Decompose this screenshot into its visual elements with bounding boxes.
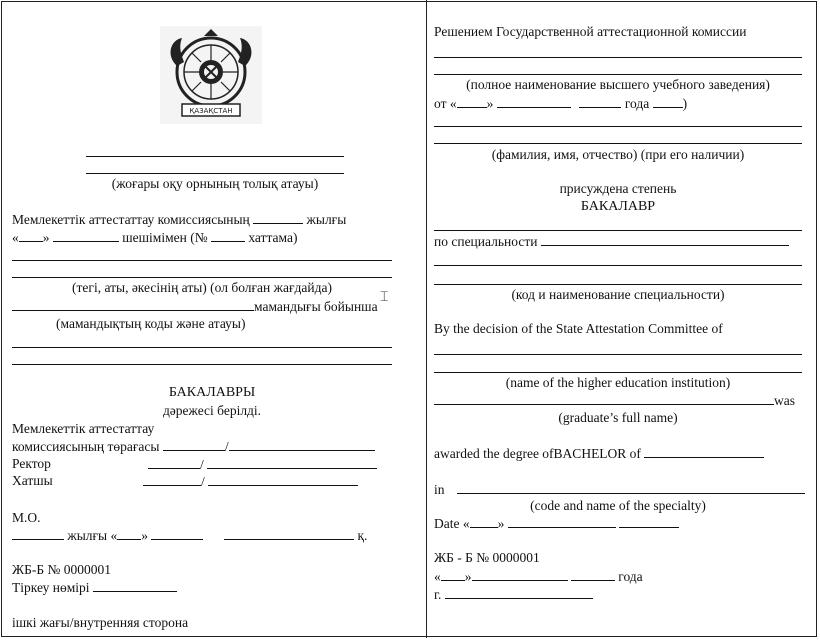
decision-text: Решением Государственной аттестационной комиссии [434,24,747,39]
graduate-name-field-en[interactable] [434,392,774,405]
university-line[interactable] [86,156,344,157]
side-label: ішкі жағы/внутренняя сторона [12,615,189,630]
registration-number-field[interactable] [93,579,177,592]
chairman-signature-field[interactable] [163,438,225,451]
awarded-ru: присуждена степень [559,181,677,196]
university-line-ru[interactable] [434,74,802,75]
university-hint-en: (name of the higher education institution) [505,375,731,390]
name-line[interactable] [12,260,392,261]
emblem-banner-text: ҚАЗАҚСТАН [189,107,233,115]
university-hint-ru: (полное наименование высшего учебного заведения) [466,77,770,92]
degree-line-ru[interactable] [434,230,802,231]
issue-month-field[interactable] [151,527,203,540]
specialty-line-ru: по специальности [434,233,789,250]
specialty-field-ru[interactable] [541,233,789,246]
issue-year-field-ru[interactable] [571,568,615,581]
issue-day-field-ru[interactable] [441,568,465,581]
rector-label: Ректор [12,456,51,471]
degree-title-ru: БАКАЛАВР [580,199,656,214]
specialty-extra-line-ru[interactable] [434,265,802,266]
day-field[interactable] [19,229,43,242]
specialty-line-en: in [434,481,805,498]
degree-field-en[interactable] [644,445,764,458]
chairman-name-field[interactable] [229,438,375,451]
commission-line-2: « » шешімімен (№ хаттама) [12,230,298,245]
year-field-ru[interactable] [579,95,621,108]
month-field[interactable] [53,229,119,242]
issue-date-line-ru: « » года [434,569,643,584]
secretary-signature-field[interactable] [143,473,201,486]
protocol-number-field-ru[interactable] [653,95,683,108]
protocol-number-field[interactable] [211,229,245,242]
awarded-line-en: awarded the degree ofBACHELOR of [434,445,764,462]
serial-number-ru: ЖБ - Б № 0000001 [434,550,540,565]
name-line[interactable] [12,277,392,278]
serial-number: ЖБ-Б № 0000001 [12,562,111,577]
year-field-en[interactable] [619,515,679,528]
date-line-en: Date « » [434,515,679,532]
chairman-line-2: комиссиясының төрағасы / [12,438,375,455]
day-field-ru[interactable] [457,95,487,108]
en-decision-text: By the decision of the State Attestation Committee of [434,321,723,336]
protocol-line-ru: от « » года ) [434,96,688,111]
specialty-hint-en: (code and name of the specialty) [530,498,706,513]
university-line-en[interactable] [434,372,802,373]
city-line-ru: г. [434,586,593,603]
specialty-extra-line[interactable] [12,347,392,348]
specialty-line: мамандығы бойынша [12,298,378,315]
university-line-ru[interactable] [434,57,802,58]
specialty-hint: (мамандықтың коды және атауы) [56,316,246,331]
university-line-en[interactable] [434,354,802,355]
chairman-line-1: Мемлекеттік аттестаттау [12,421,155,436]
university-hint: (жоғары оқу орнының толық атауы) [111,176,319,191]
registration-line: Тіркеу нөмірі [12,579,177,596]
city-field-ru[interactable] [445,586,593,599]
seal-label: М.О. [12,510,41,525]
specialty-extra-line-ru[interactable] [434,284,802,285]
month-field-ru[interactable] [497,95,571,108]
year-field[interactable] [253,211,303,224]
commission-line-1: Мемлекеттік аттестаттау комиссиясының жылғы [12,212,347,227]
secretary-line: / [143,473,358,490]
name-hint: (тегі, аты, әкесінің аты) (ол болған жағдайда) [72,280,332,295]
rector-line: / [148,456,377,473]
graduate-line-en: was [434,392,795,409]
specialty-field-en[interactable] [457,481,805,494]
name-hint-ru: (фамилия, имя, отчество) (при его наличии) [491,147,745,162]
specialty-extra-line[interactable] [12,364,392,365]
name-line-ru[interactable] [434,126,802,127]
issue-city-field[interactable] [224,527,354,540]
day-field-en[interactable] [470,515,498,528]
issue-day-field[interactable] [117,527,141,540]
secretary-label: Хатшы [12,473,53,488]
text-cursor-icon: ⌶ [380,289,389,305]
month-field-en[interactable] [508,515,616,528]
specialty-hint-ru: (код и наименование специальности) [511,287,725,302]
rector-signature-field[interactable] [148,456,200,469]
specialty-field[interactable] [12,298,254,311]
university-line[interactable] [86,173,344,174]
issue-date-line: жылғы « » қ. [12,527,367,544]
degree-given: дәрежесі берілді. [162,403,262,418]
graduate-hint-en: (graduate’s full name) [558,410,678,425]
rector-name-field[interactable] [207,456,377,469]
degree-title: БАКАЛАВРЫ [168,385,256,400]
issue-year-field[interactable] [12,527,64,540]
page-divider [426,0,427,638]
state-emblem-icon [160,26,262,124]
secretary-name-field[interactable] [208,473,358,486]
name-line-ru[interactable] [434,143,802,144]
issue-month-field-ru[interactable] [472,568,568,581]
